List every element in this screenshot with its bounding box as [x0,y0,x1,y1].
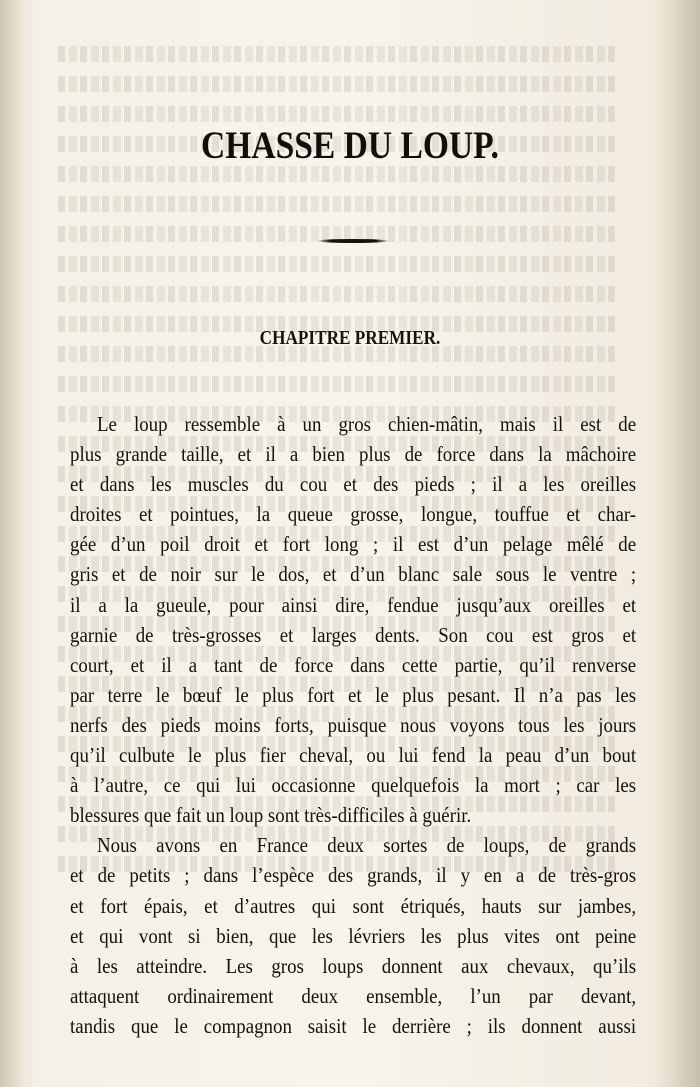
paragraph-1 [70,409,636,830]
text-line: gris et de noir sur le dos, et d’un blanc sale sous le ventre ; [70,562,637,587]
text-line: droites et pointues, la queue grosse, longue, touffue et char- [70,502,637,527]
page-edge-shadow [660,0,700,1087]
text-line: et qui vont si bien, que les lévriers les plus vites ont peine [70,923,637,948]
text-line: et dans les muscles du cou et des pieds ; il a les oreilles [70,472,637,497]
text-line: blessures que fait un loup sont très-difficiles à guérir. [70,803,472,828]
text-line: et fort épais, et d’autres qui sont étriqués, hauts sur jambes, [70,893,637,918]
text-line: nerfs des pieds moins forts, puisque nous voyons tous les jours [70,712,637,737]
text-line: gée d’un poil droit et fort long ; il est d’un pelage mêlé de [70,532,637,557]
title-divider-ornament [317,239,389,243]
text-line: garnie de très-grosses et larges dents. Son cou est gros et [70,622,637,647]
text-line: par terre le bœuf le plus fort et le plus pesant. Il n’a pas les [70,682,637,707]
chapter-heading: CHAPITRE PREMIER. [259,327,441,349]
text-line: Nous avons en France deux sortes de loups, de grands [97,833,637,858]
text-line: tandis que le compagnon saisit le derrière ; ils donnent aussi [70,1013,637,1038]
text-line: à l’autre, ce qui lui occasionne quelquefois la mort ; car les [70,773,637,798]
text-line: il a la gueule, pour ainsi dire, fendue jusqu’aux oreilles et [70,592,637,617]
text-line: court, et il a tant de force dans cette partie, qu’il renverse [70,652,637,677]
text-line: Le loup ressemble à un gros chien-mâtin, mais il est de [97,412,637,436]
page-title: CHASSE DU LOUP. [201,124,499,167]
text-line: et de petits ; dans l’espèce des grands, il y en a de très-gros [70,863,637,888]
text-line: qu’il culbute le plus fier cheval, ou lui fend la peau d’un bout [70,743,637,768]
text-line: plus grande taille, et il a bien plus de force dans la mâchoire [70,442,637,467]
paragraph-2 [70,830,636,1041]
text-line: attaquent ordinairement deux ensemble, l’un par devant, [70,983,637,1008]
body-text [70,409,636,1041]
text-line: à les atteindre. Les gros loups donnent aux chevaux, qu’ils [70,953,637,978]
page-gutter-shadow [0,0,26,1087]
